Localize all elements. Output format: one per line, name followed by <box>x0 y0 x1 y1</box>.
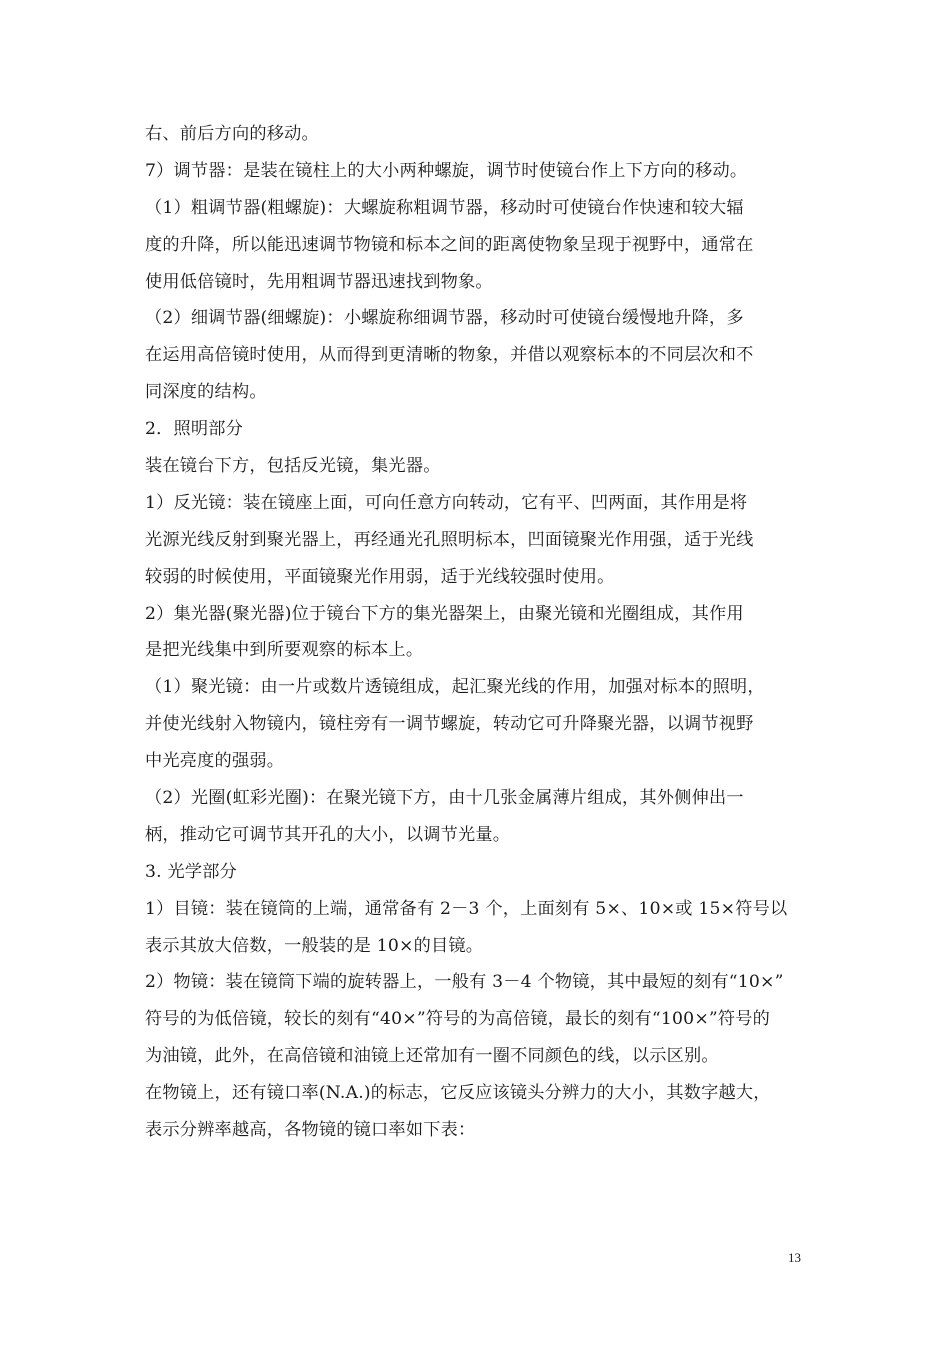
text-line: 装在镜台下方，包括反光镜，集光器。 <box>145 456 441 477</box>
text-line: 表示分辨率越高，各物镜的镜口率如下表： <box>145 1120 476 1141</box>
text-line: （1）聚光镜：由一片或数片透镜组成，起汇聚光线的作用，加强对标本的照明， <box>145 677 765 698</box>
text-line: （1）粗调节器(粗螺旋)：大螺旋称粗调节器，移动时可使镜台作快速和较大辐 <box>145 197 744 218</box>
text-line: 中光亮度的强弱。 <box>145 751 285 772</box>
text-line: 2）物镜：装在镜筒下端的旋转器上，一般有 3－4 个物镜，其中最短的刻有“10×” <box>145 972 784 993</box>
text-line: 较弱的时候使用，平面镜聚光作用弱，适于光线较强时使用。 <box>145 566 615 587</box>
document-body <box>145 116 815 1149</box>
text-line: 2）集光器(聚光器)位于镜台下方的集光器架上，由聚光镜和光圈组成，其作用 <box>145 603 744 624</box>
text-line: （2）细调节器(细螺旋)：小螺旋称细调节器，移动时可使镜台缓慢地升降，多 <box>145 308 744 329</box>
text-line: 同深度的结构。 <box>145 382 267 403</box>
section-heading: 3. 光学部分 <box>145 861 238 882</box>
text-line: 并使光线射入物镜内，镜柱旁有一调节螺旋，转动它可升降聚光器，以调节视野 <box>145 714 754 735</box>
text-line: 是把光线集中到所要观察的标本上。 <box>145 640 424 661</box>
text-line: 1）反光镜：装在镜座上面，可向任意方向转动，它有平、凹两面，其作用是将 <box>145 492 748 513</box>
text-line: 表示其放大倍数，一般装的是 10×的目镜。 <box>145 935 484 956</box>
text-line: 1）目镜：装在镜筒的上端，通常备有 2－3 个，上面刻有 5×、10×或 15×符号以 <box>145 898 788 919</box>
text-line: 柄，推动它可调节其开孔的大小，以调节光量。 <box>145 824 511 845</box>
text-line: 度的升降，所以能迅速调节物镜和标本之间的距离使物象呈现于视野中，通常在 <box>145 234 754 255</box>
text-line: 为油镜，此外，在高倍镜和油镜上还常加有一圈不同颜色的线，以示区别。 <box>145 1046 719 1067</box>
text-line: 右、前后方向的移动。 <box>145 124 319 144</box>
text-line: 在运用高倍镜时使用，从而得到更清晰的物象，并借以观察标本的不同层次和不 <box>145 345 754 366</box>
text-line: 在物镜上，还有镜口率(N.A.)的标志，它反应该镜头分辨力的大小，其数字越大， <box>145 1083 771 1104</box>
section-heading: 2．照明部分 <box>145 419 244 440</box>
page-number: 13 <box>788 1250 801 1265</box>
text-line: 7）调节器：是装在镜柱上的大小两种螺旋，调节时使镜台作上下方向的移动。 <box>145 160 748 181</box>
text-line: 光源光线反射到聚光器上，再经通光孔照明标本，凹面镜聚光作用强，适于光线 <box>145 529 754 550</box>
text-line: 符号的为低倍镜，较长的刻有“40×”符号的为高倍镜，最长的刻有“100×”符号的 <box>145 1009 771 1030</box>
text-line: （2）光圈(虹彩光圈)：在聚光镜下方，由十几张金属薄片组成，其外侧伸出一 <box>145 788 744 809</box>
text-line: 使用低倍镜时，先用粗调节器迅速找到物象。 <box>145 271 493 292</box>
